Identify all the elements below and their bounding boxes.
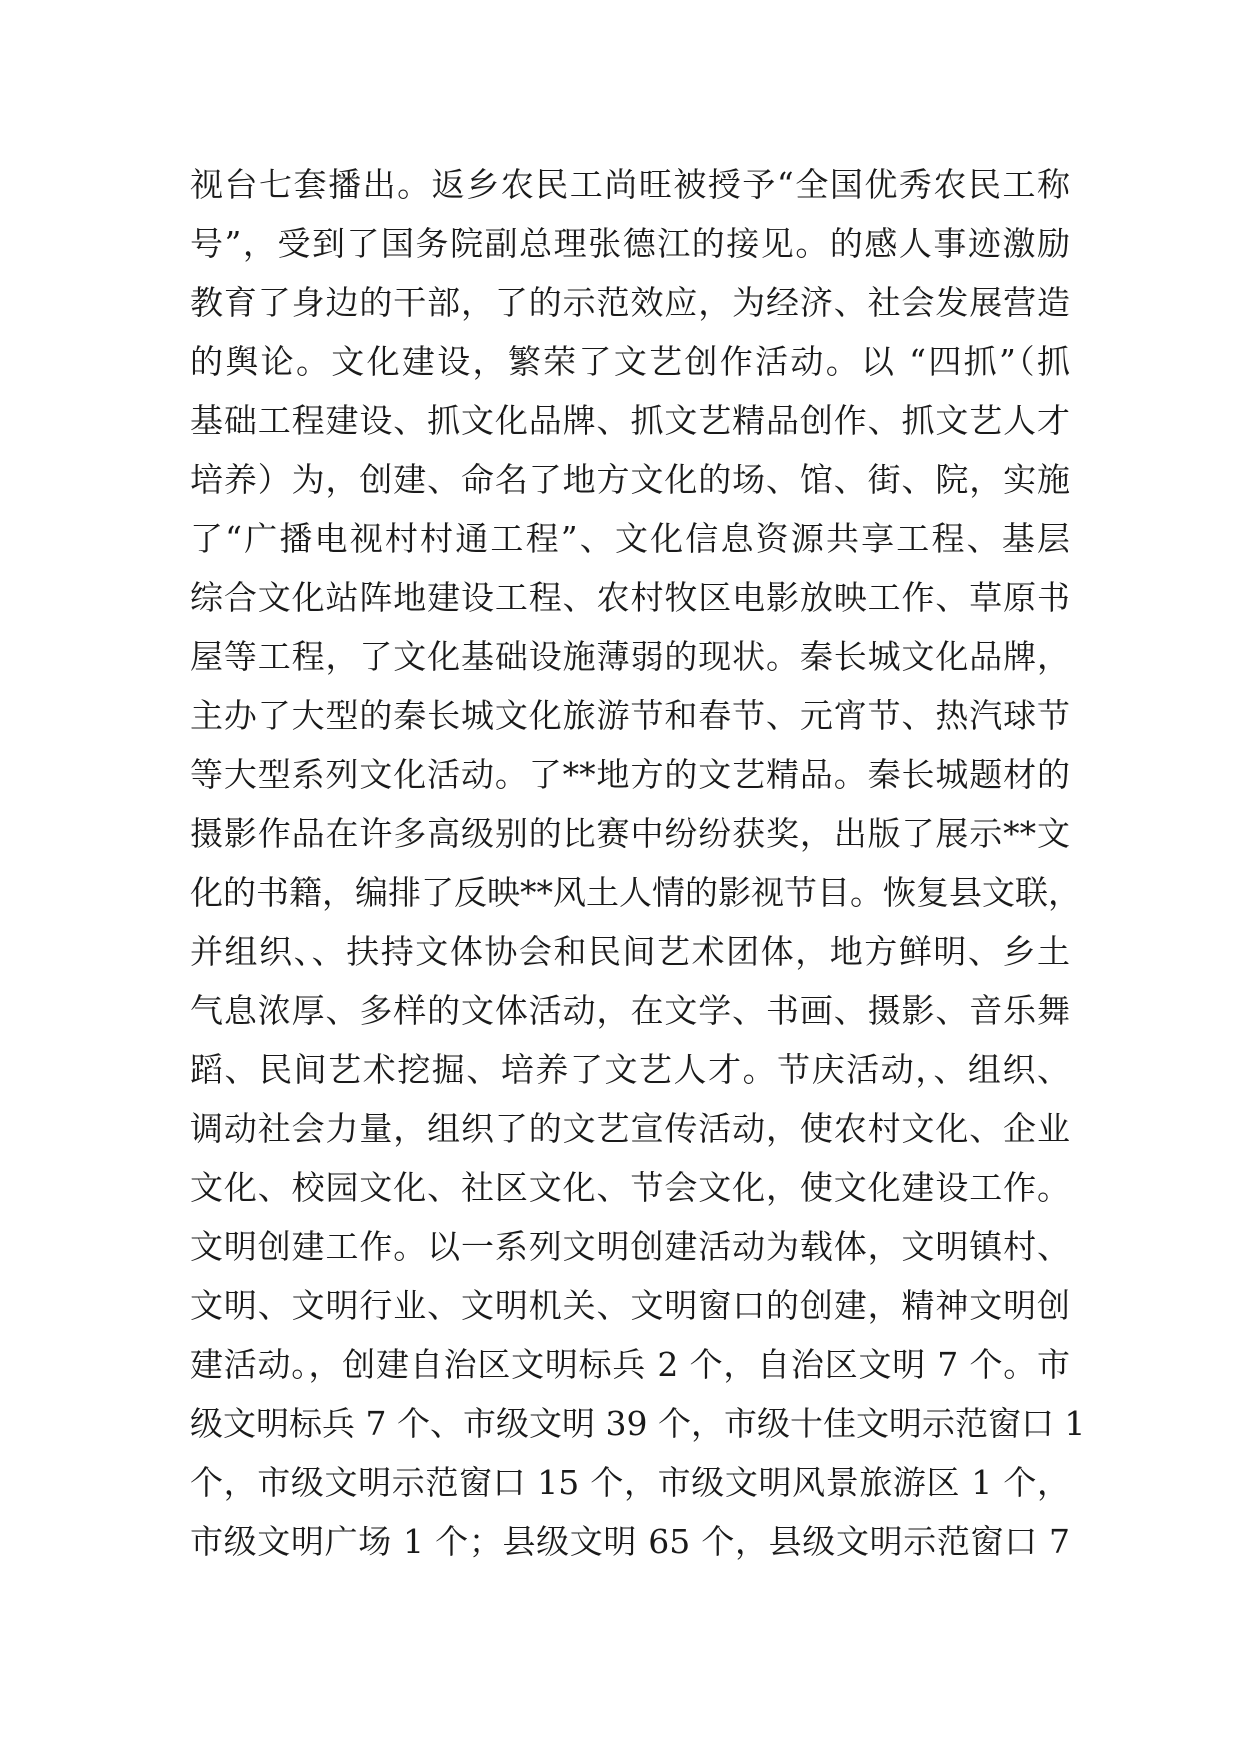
text-line: 蹈、民间艺术挖掘、培养了文艺人才。节庆活动，、组织、 <box>190 1050 1070 1089</box>
text-line: 化的书籍，编排了反映**风土人情的影视节目。恢复县文联， <box>190 873 1081 912</box>
text-line: 摄影作品在许多高级别的比赛中纷纷获奖，出版了展示**文 <box>190 814 1070 853</box>
text-line: 调动社会力量，组织了的文艺宣传活动，使农村文化、企业 <box>190 1109 1070 1148</box>
text-line: 并组织、、扶持文体协会和民间艺术团体，地方鲜明、乡土 <box>190 932 1070 971</box>
text-line: 屋等工程，了文化基础设施薄弱的现状。秦长城文化品牌， <box>190 637 1070 676</box>
text-line: 主办了大型的秦长城文化旅游节和春节、元宵节、热汽球节 <box>190 696 1070 735</box>
text-line: 建活动。，创建自治区文明标兵 2 个，自治区文明 7 个。市 <box>190 1345 1070 1384</box>
text-line: 等大型系列文化活动。了**地方的文艺精品。秦长城题材的 <box>190 755 1070 794</box>
text-line: 文明创建工作。以一系列文明创建活动为载体，文明镇村、 <box>190 1227 1070 1266</box>
text-line: 级文明标兵 7 个、市级文明 39 个，市级十佳文明示范窗口 1 <box>190 1404 1086 1443</box>
text-line: 个，市级文明示范窗口 15 个，市级文明风景旅游区 1 个， <box>190 1463 1070 1502</box>
body-text <box>190 155 1086 1571</box>
text-line: 培养）为，创建、命名了地方文化的场、馆、街、院，实施 <box>190 460 1070 499</box>
text-line: 基础工程建设、抓文化品牌、抓文艺精品创作、抓文艺人才 <box>190 401 1070 440</box>
text-line: 文明、文明行业、文明机关、文明窗口的创建，精神文明创 <box>190 1286 1070 1325</box>
text-line: 视台七套播出。返乡农民工尚旺被授予“全国优秀农民工称 <box>190 165 1070 204</box>
text-line: 市级文明广场 1 个；县级文明 65 个，县级文明示范窗口 7 <box>190 1522 1070 1561</box>
text-line: 文化、校园文化、社区文化、节会文化，使文化建设工作。 <box>190 1168 1070 1207</box>
text-line: 了“广播电视村村通工程”、文化信息资源共享工程、基层 <box>190 519 1070 558</box>
text-line: 的舆论。文化建设，繁荣了文艺创作活动。以 “四抓”（抓 <box>190 342 1070 381</box>
text-line: 教育了身边的干部，了的示范效应，为经济、社会发展营造 <box>190 283 1070 322</box>
text-line: 气息浓厚、多样的文体活动，在文学、书画、摄影、音乐舞 <box>190 991 1070 1030</box>
text-line: 号”，受到了国务院副总理张德江的接见。的感人事迹激励 <box>190 224 1070 263</box>
text-line: 综合文化站阵地建设工程、农村牧区电影放映工作、草原书 <box>190 578 1070 617</box>
